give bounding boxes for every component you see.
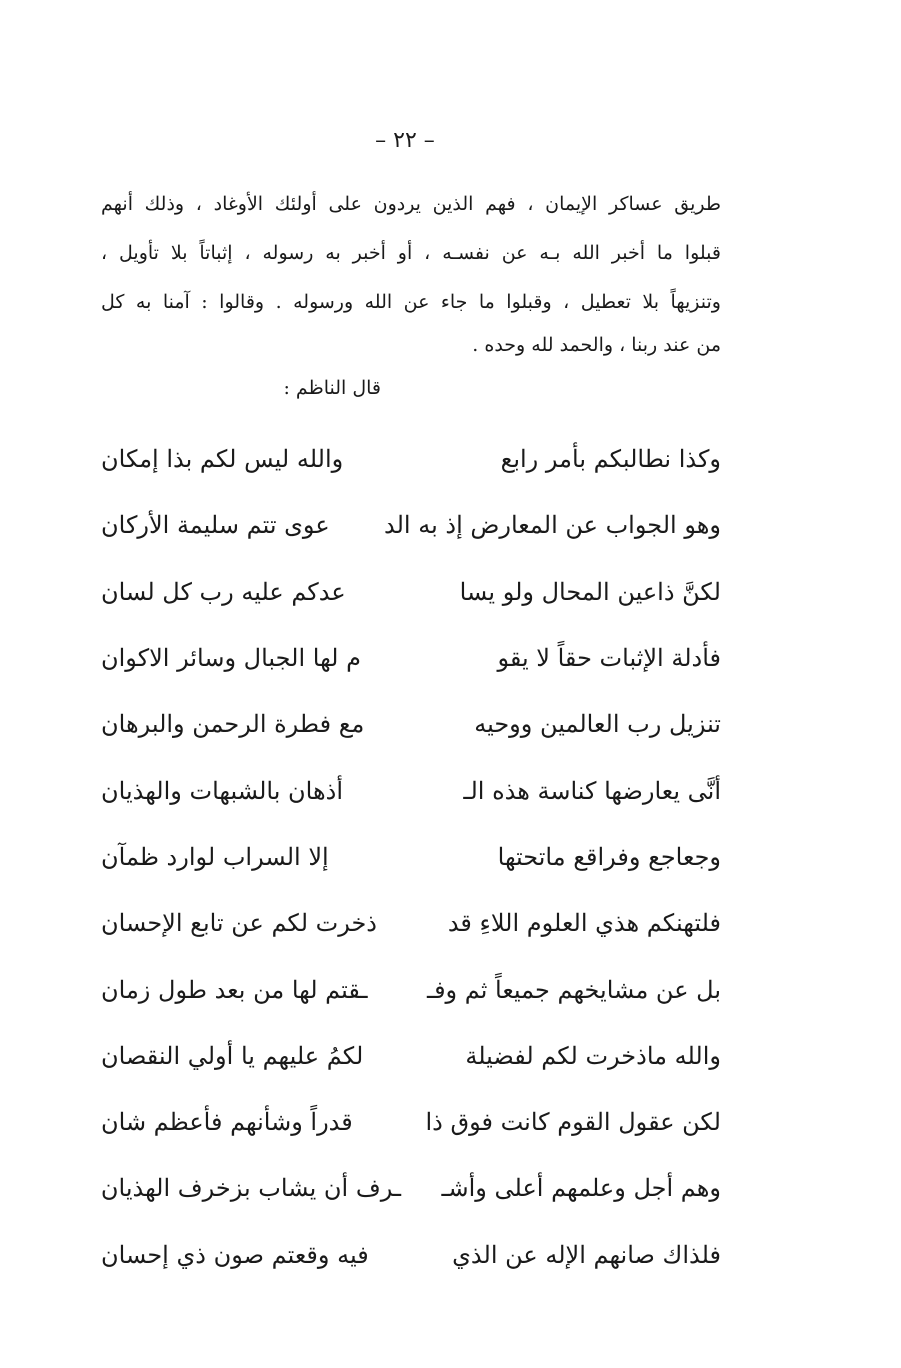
verse-first-hemistich: لكن عقول القوم كانت فوق ذا — [425, 1108, 721, 1137]
verse-second-hemistich: ـرف أن يشاب بزخرف الهذيان — [100, 1174, 401, 1203]
verse — [101, 824, 721, 890]
verse — [101, 757, 721, 823]
verse-second-hemistich: لكمُ عليهم يا أولي النقصان — [101, 1041, 364, 1070]
verse-first-hemistich: والله ماذخرت لكم لفضيلة — [465, 1041, 721, 1070]
verse — [101, 625, 721, 691]
verse-second-hemistich: عوى تتم سليمة الأركان — [101, 511, 330, 540]
verse — [101, 890, 721, 956]
verse-first-hemistich: وهم أجل وعلمهم أعلى وأشـ — [441, 1174, 721, 1203]
verse-second-hemistich: والله ليس لكم بذا إمكان — [101, 445, 344, 474]
verse-first-hemistich: أنَّى يعارضها كناسة هذه الـ — [463, 776, 721, 805]
verse — [101, 559, 721, 625]
poem-heading: قال الناظم : — [283, 377, 381, 399]
verse-first-hemistich: تنزيل رب العالمين ووحيه — [474, 710, 721, 739]
verse-first-hemistich: لكنَّ ذاعين المحال ولو يسا — [459, 577, 721, 606]
verse — [101, 492, 721, 558]
verse-first-hemistich: فلذاك صانهم الإله عن الذي — [452, 1240, 721, 1269]
verse-second-hemistich: ذخرت لكم عن تابع الإحسان — [101, 909, 377, 938]
verse-first-hemistich: وهو الجواب عن المعارض إذ به الد — [384, 511, 721, 540]
verse-first-hemistich: بل عن مشايخهم جميعاً ثم وفـ — [427, 975, 721, 1004]
prose-line: طريق عساكر الإيمان ، فهم الذين يردون على أولئك الأوغاد ، وذلك أنهم — [101, 193, 721, 215]
verse-second-hemistich: ـقتم لها من بعد طول زمان — [101, 975, 368, 1004]
verse-first-hemistich: وجعاجع وفراقع ماتحتها — [497, 842, 721, 871]
verse — [101, 1222, 721, 1288]
verse-second-hemistich: إلا السراب لوارد ظمآن — [101, 842, 329, 871]
prose-line: وتنزيهاً بلا تعطيل ، وقبلوا ما جاء عن الله ورسوله . وقالوا : آمنا به كل — [101, 291, 721, 313]
poem-verses — [101, 426, 721, 1288]
verse-second-hemistich: فيه وقعتم صون ذي إحسان — [101, 1240, 369, 1269]
verse — [101, 426, 721, 492]
verse-second-hemistich: م لها الجبال وسائر الاكوان — [101, 644, 361, 673]
verse — [101, 1089, 721, 1155]
verse-first-hemistich: فلتهنكم هذي العلوم اللاءِ قد — [447, 909, 721, 938]
prose-paragraph — [101, 182, 721, 361]
verse — [101, 691, 721, 757]
verse-first-hemistich: وكذا نطالبكم بأمر رابع — [500, 445, 721, 474]
prose-line: من عند ربنا ، والحمد لله وحده . — [472, 334, 721, 356]
verse-second-hemistich: مع فطرة الرحمن والبرهان — [101, 710, 365, 739]
verse — [101, 1155, 721, 1221]
verse-second-hemistich: قدراً وشأنهم فأعظم شان — [101, 1108, 353, 1137]
verse — [101, 956, 721, 1022]
page-number: – ٢٢ – — [375, 128, 435, 153]
verse-first-hemistich: فأدلة الإثبات حقاً لا يقو — [497, 644, 721, 673]
verse-second-hemistich: أذهان بالشبهات والهذيان — [101, 776, 343, 805]
verse — [101, 1023, 721, 1089]
prose-line: قبلوا ما أخبر الله بـه عن نفسـه ، أو أخبر به رسوله ، إثباتاً بلا تأويل ، — [101, 242, 721, 264]
verse-second-hemistich: عدكم عليه رب كل لسان — [101, 577, 346, 606]
